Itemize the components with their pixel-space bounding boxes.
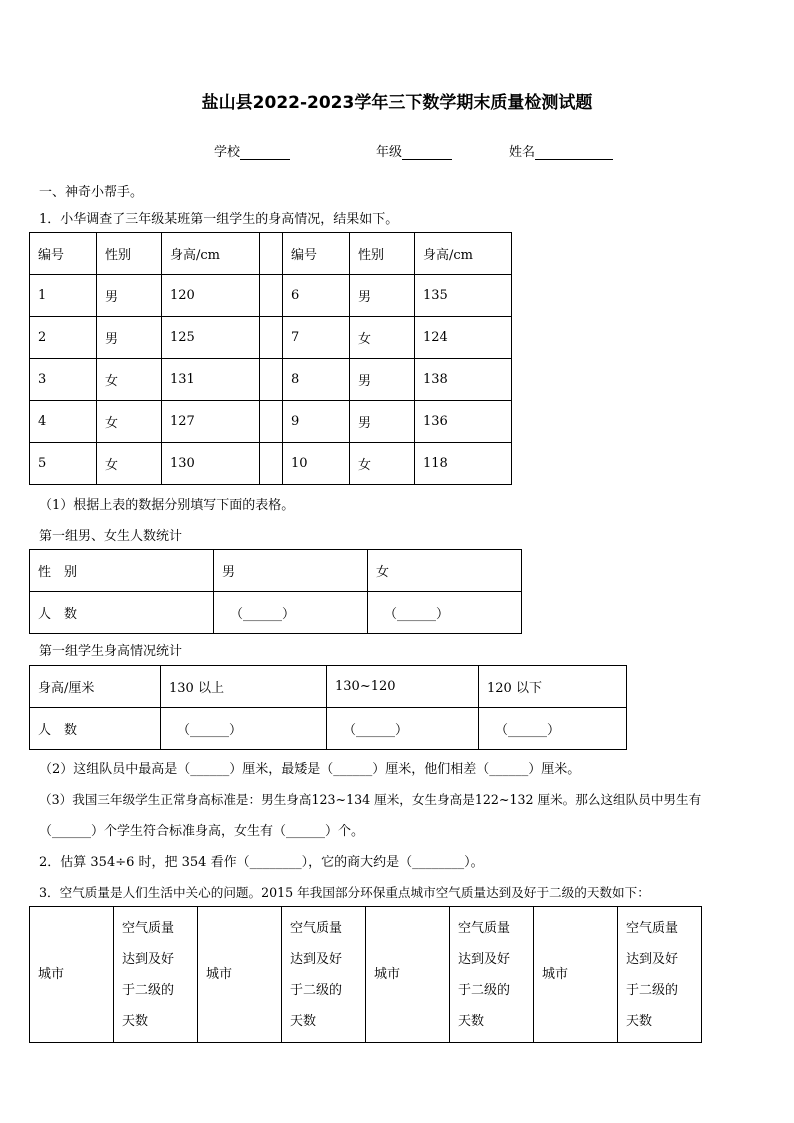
- table-cell: 男: [97, 275, 162, 317]
- table-cell: 人 数: [30, 592, 214, 634]
- days-label-line: 达到及好: [626, 951, 679, 967]
- table-cell: 125: [162, 317, 260, 359]
- table-cell: 5: [30, 443, 97, 485]
- table-row: [30, 592, 522, 634]
- table-gap: [260, 233, 283, 275]
- question-1-part-2: （2）这组队员中最高是（______）厘米，最矮是（______）厘米，他们相差（______）厘米。: [39, 762, 581, 777]
- table-cell: 9: [283, 401, 350, 443]
- table-gap: [260, 317, 283, 359]
- table-cell: 120: [162, 275, 260, 317]
- school-label: 学校: [214, 145, 241, 160]
- table-cell: 女: [97, 401, 162, 443]
- answer-blank[interactable]: （______）: [479, 708, 627, 750]
- table-cell: 130: [162, 443, 260, 485]
- table-cell: 124: [415, 317, 512, 359]
- table-cell: 女: [350, 317, 415, 359]
- days-label-line: 于二级的: [458, 982, 511, 998]
- table-row: [30, 359, 512, 401]
- city-header: 城市: [534, 907, 618, 1043]
- days-header: [450, 907, 534, 1043]
- table-cell: 女: [368, 550, 522, 592]
- grade-label: 年级: [376, 145, 403, 160]
- answer-blank[interactable]: （______）: [161, 708, 327, 750]
- table-cell: 2: [30, 317, 97, 359]
- days-label-line: 于二级的: [626, 982, 679, 998]
- table-cell: 7: [283, 317, 350, 359]
- days-label-line: 空气质量: [626, 920, 679, 936]
- table-cell: 男: [350, 359, 415, 401]
- table-cell: 身高/厘米: [30, 666, 161, 708]
- table2-caption: 第一组男、女生人数统计: [39, 529, 183, 544]
- days-label-line: 天数: [626, 1013, 653, 1029]
- days-header: [282, 907, 366, 1043]
- city-header: 城市: [366, 907, 450, 1043]
- table-row: [30, 550, 522, 592]
- table-cell: 人 数: [30, 708, 161, 750]
- question-1: 1．小华调查了三年级某班第一组学生的身高情况，结果如下。: [39, 212, 399, 227]
- table-cell: 4: [30, 401, 97, 443]
- school-field: [214, 141, 290, 160]
- table-cell: 10: [283, 443, 350, 485]
- days-label-line: 天数: [122, 1013, 149, 1029]
- table-row: [30, 666, 627, 708]
- table-cell: 女: [97, 359, 162, 401]
- table-cell: 118: [415, 443, 512, 485]
- table-row: [30, 275, 512, 317]
- table-cell: 6: [283, 275, 350, 317]
- table-cell: 127: [162, 401, 260, 443]
- table-cell: 男: [97, 317, 162, 359]
- table-cell: 3: [30, 359, 97, 401]
- table-cell: 136: [415, 401, 512, 443]
- table-header-row: [30, 907, 702, 1043]
- page-title: 盐山县2022-2023学年三下数学期末质量检测试题: [201, 93, 593, 113]
- table-gap: [260, 359, 283, 401]
- days-label-line: 于二级的: [122, 982, 175, 998]
- question-2: 2．估算 354÷6 时，把 354 看作（________），它的商大约是（________）。: [39, 855, 484, 870]
- answer-blank[interactable]: （______）: [368, 592, 522, 634]
- table-cell: 131: [162, 359, 260, 401]
- table-row: [30, 443, 512, 485]
- answer-blank[interactable]: （______）: [214, 592, 368, 634]
- days-label-line: 天数: [458, 1013, 485, 1029]
- question-3: 3．空气质量是人们生活中关心的问题。2015 年我国部分环保重点城市空气质量达到及好于二级的天数如下：: [39, 885, 650, 900]
- table-cell: 女: [350, 443, 415, 485]
- table-cell: 男: [350, 275, 415, 317]
- header-cell: 身高/cm: [162, 233, 260, 275]
- table-gap: [260, 443, 283, 485]
- height-range-table: [29, 665, 627, 750]
- table-gap: [260, 275, 283, 317]
- days-header: [114, 907, 198, 1043]
- table-header-row: [30, 233, 512, 275]
- days-label-line: 于二级的: [290, 982, 343, 998]
- city-header: 城市: [198, 907, 282, 1043]
- table-row: [30, 708, 627, 750]
- days-label-line: 空气质量: [290, 920, 343, 936]
- height-survey-table: [29, 232, 512, 485]
- question-1-part-1: （1）根据上表的数据分别填写下面的表格。: [39, 498, 295, 513]
- header-cell: 身高/cm: [415, 233, 512, 275]
- table-cell: 8: [283, 359, 350, 401]
- school-blank[interactable]: [240, 145, 290, 160]
- air-quality-table: [29, 906, 702, 1043]
- days-header: [618, 907, 702, 1043]
- table-cell: 130 以上: [161, 666, 327, 708]
- header-cell: 编号: [283, 233, 350, 275]
- days-label-line: 空气质量: [458, 920, 511, 936]
- name-label: 姓名: [509, 145, 536, 160]
- answer-blank[interactable]: （______）: [327, 708, 479, 750]
- table-gap: [260, 401, 283, 443]
- name-field: [509, 141, 613, 160]
- name-blank[interactable]: [535, 145, 613, 160]
- table-cell: 男: [350, 401, 415, 443]
- grade-field: [376, 141, 452, 160]
- question-1-part-3: （3）我国三年级学生正常身高标准是：男生身高123~134 厘米，女生身高是122~132 厘米。那么这组队员中男生有: [39, 792, 702, 807]
- gender-count-table: [29, 549, 522, 634]
- days-label-line: 天数: [290, 1013, 317, 1029]
- table-row: [30, 401, 512, 443]
- header-cell: 性别: [350, 233, 415, 275]
- header-cell: 编号: [30, 233, 97, 275]
- table-cell: 女: [97, 443, 162, 485]
- question-1-part-3-cont: （______）个学生符合标准身高，女生有（______）个。: [39, 824, 365, 839]
- table-row: [30, 317, 512, 359]
- table-cell: 120 以下: [479, 666, 627, 708]
- header-cell: 性别: [97, 233, 162, 275]
- days-label-line: 达到及好: [122, 951, 175, 967]
- table-cell: 135: [415, 275, 512, 317]
- table3-caption: 第一组学生身高情况统计: [39, 644, 183, 659]
- grade-blank[interactable]: [402, 145, 452, 160]
- table-cell: 130~120: [327, 666, 479, 708]
- city-header: 城市: [30, 907, 114, 1043]
- days-label-line: 达到及好: [458, 951, 511, 967]
- section-heading: 一、神奇小帮手。: [39, 185, 144, 200]
- table-cell: 性 别: [30, 550, 214, 592]
- table-cell: 1: [30, 275, 97, 317]
- table-cell: 138: [415, 359, 512, 401]
- days-label-line: 达到及好: [290, 951, 343, 967]
- days-label-line: 空气质量: [122, 920, 175, 936]
- table-cell: 男: [214, 550, 368, 592]
